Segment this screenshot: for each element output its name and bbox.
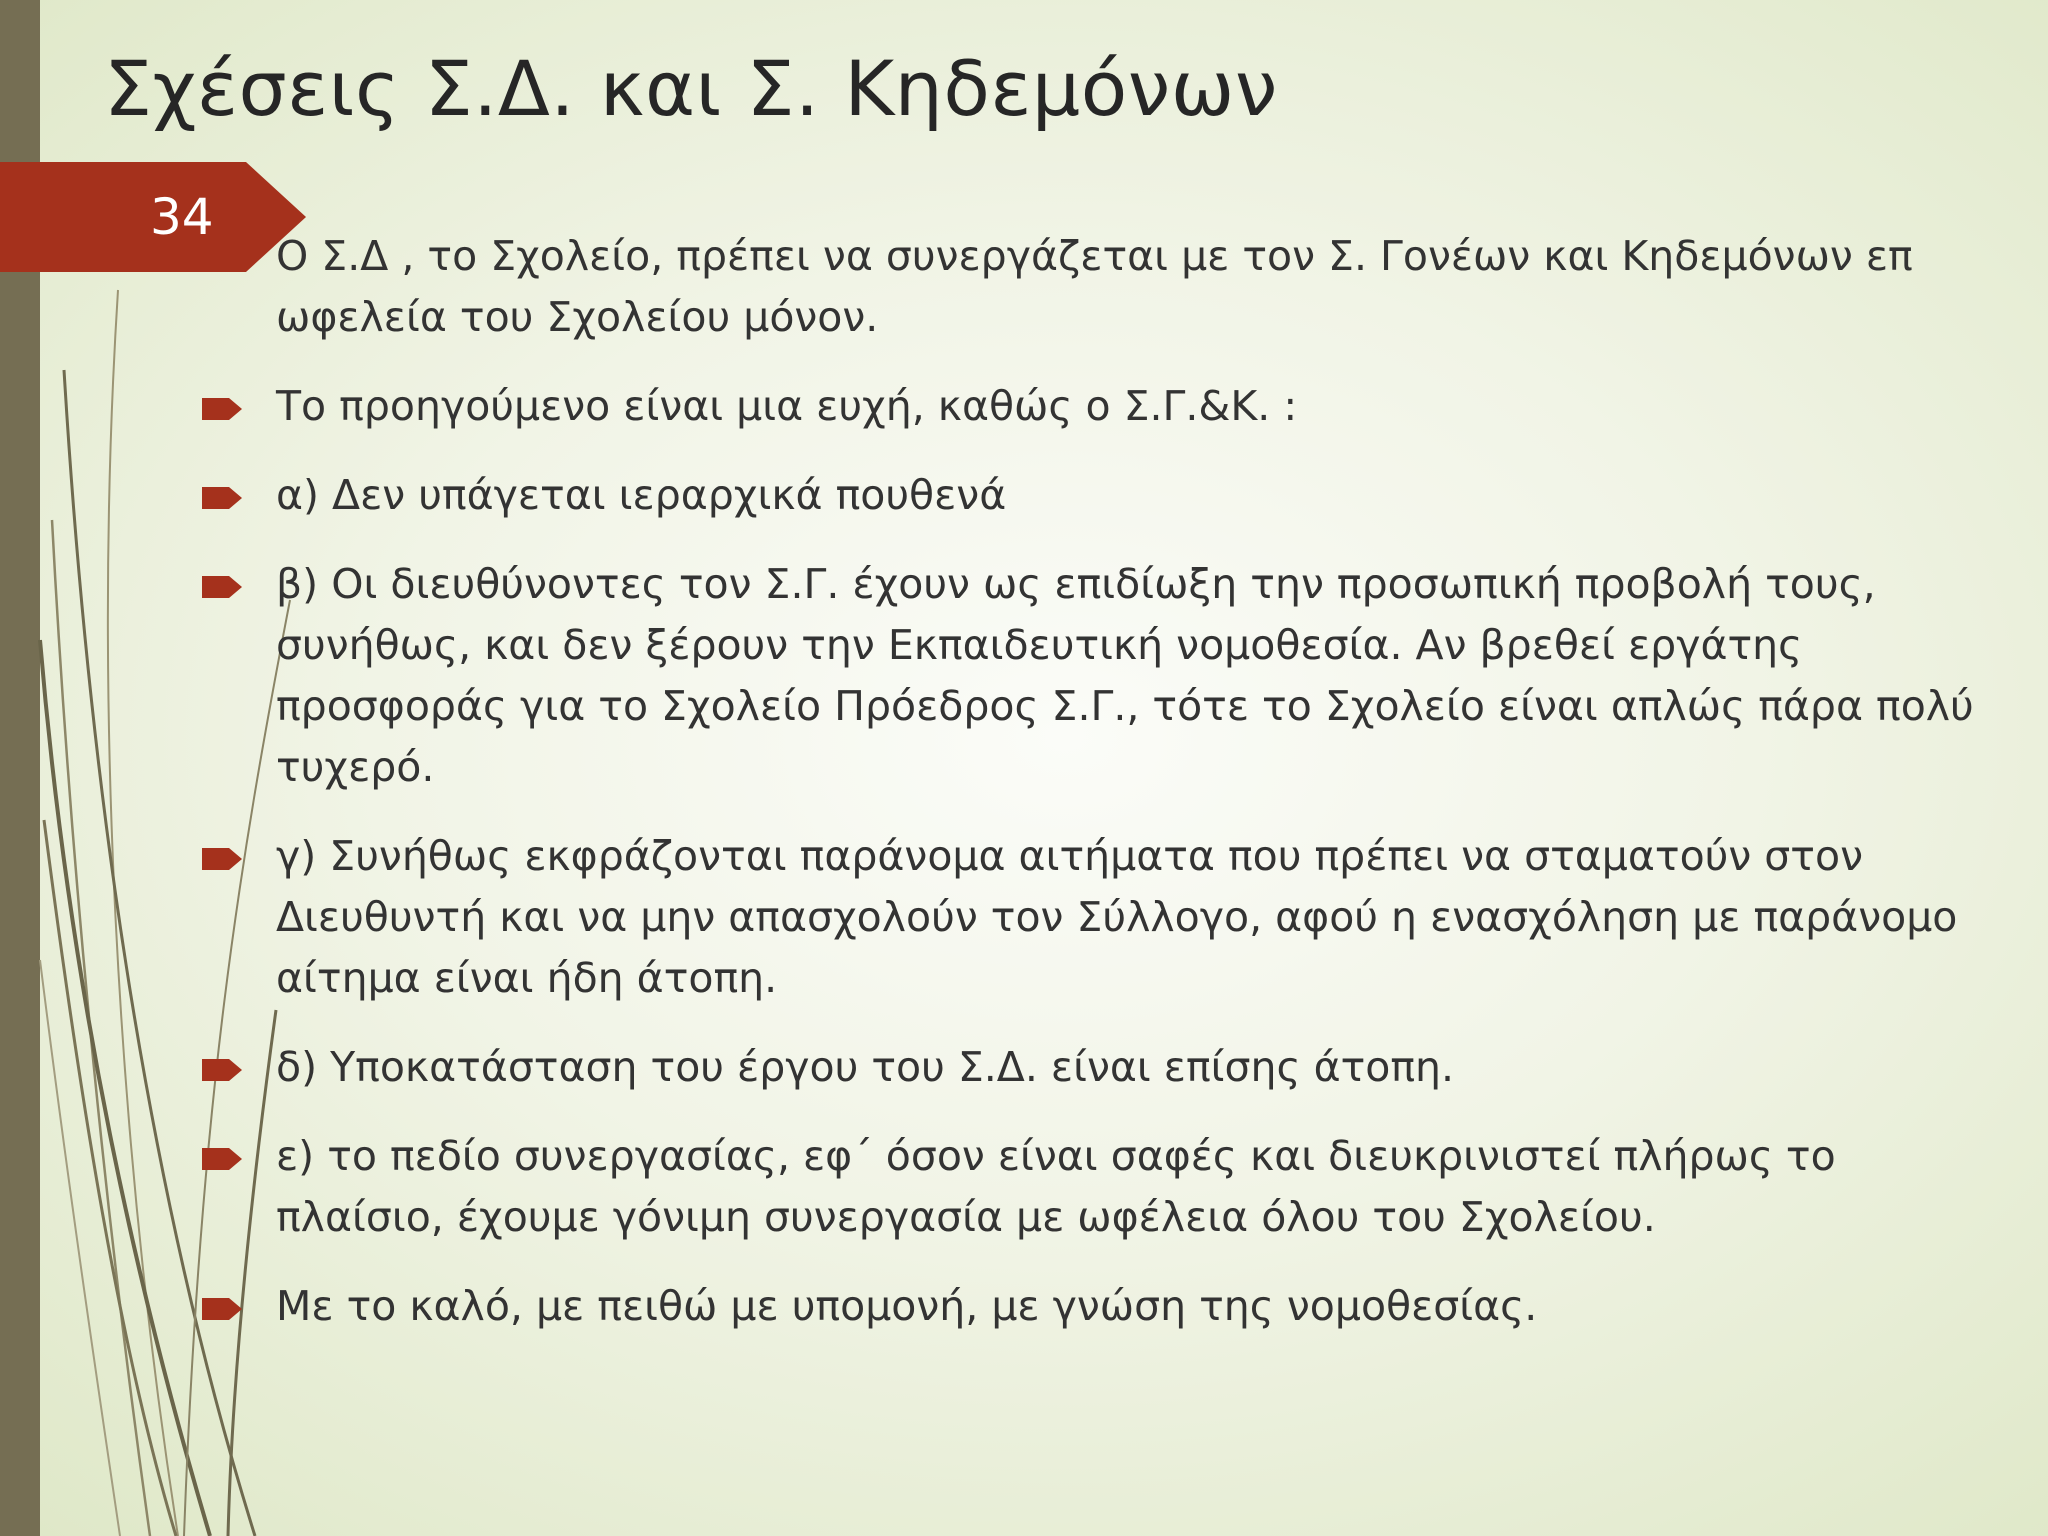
bullet-item (196, 226, 1986, 348)
bullet-item (196, 1037, 1986, 1098)
arrow-bullet-icon (202, 398, 242, 420)
arrow-bullet-icon (202, 1059, 242, 1081)
bullet-list (196, 226, 1986, 1365)
slide-title: Σχέσεις Σ.Δ. και Σ. Κηδεμόνων (104, 44, 1278, 133)
bullet-text: Με το καλό, με πειθώ με υπομονή, με γνώση της νομοθεσίας. (276, 1282, 1538, 1330)
bullet-text: ε) το πεδίο συνεργασίας, εφ΄ όσον είναι σαφές και διευκρινιστεί πλήρως το πλαίσιο, έχουμε γόνιμη συνεργασία με ωφέλεια όλου του Σχολείου. (276, 1132, 1836, 1241)
bullet-item (196, 1276, 1986, 1337)
bullet-text: α) Δεν υπάγεται ιεραρχικά πουθενά (276, 471, 1007, 519)
arrow-bullet-icon (202, 487, 242, 509)
bullet-text: β) Οι διευθύνοντες τον Σ.Γ. έχουν ως επιδίωξη την προσωπική προβολή τους, συνήθως, και δεν ξέρουν την Εκπαιδευτική νομοθεσία. Αν βρεθεί εργάτης προσφοράς για το Σχολείο Πρόεδρος Σ.Γ., τότε το Σχολείο είναι απλώς πάρα πολύ τυχερό. (276, 560, 1974, 791)
bullet-item (196, 465, 1986, 526)
arrow-bullet-icon (202, 1148, 242, 1170)
bullet-text: γ) Συνήθως εκφράζονται παράνομα αιτήματα που πρέπει να σταματούν στον Διευθυντή και να μην απασχολούν τον Σύλλογο, αφού η ενασχόληση με παράνομο αίτημα είναι ήδη άτοπη. (276, 832, 1958, 1002)
bullet-item (196, 554, 1986, 798)
bullet-item (196, 826, 1986, 1009)
bullet-item (196, 376, 1986, 437)
arrow-bullet-icon (202, 1298, 242, 1320)
arrow-bullet-icon (202, 848, 242, 870)
bullet-text: Το προηγούμενο είναι μια ευχή, καθώς ο Σ.Γ.&Κ. : (276, 382, 1298, 430)
bullet-text: δ) Υποκατάσταση του έργου του Σ.Δ. είναι επίσης άτοπη. (276, 1043, 1455, 1091)
bullet-item (196, 1126, 1986, 1248)
bullet-text: Ο Σ.Δ , το Σχολείο, πρέπει να συνεργάζεται με τον Σ. Γονέων και Κηδεμόνων επ ωφελεία του Σχολείου μόνον. (276, 232, 1913, 341)
arrow-bullet-icon (202, 576, 242, 598)
slide-number: 34 (150, 188, 214, 246)
